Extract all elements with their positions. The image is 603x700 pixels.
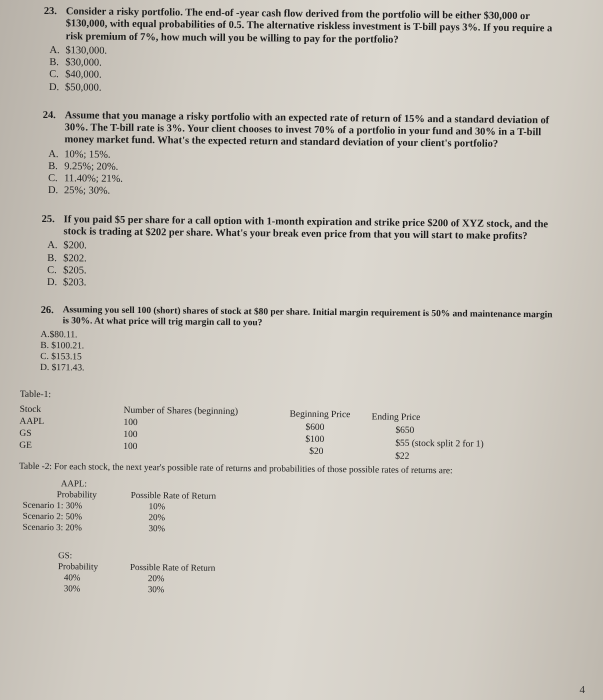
gs-col-probability: Probability <box>58 561 99 572</box>
option-b: B. $100.21. <box>40 340 85 352</box>
gs-col-return: Possible Rate of Return <box>130 561 216 573</box>
option-d: D. 25%; 30%. <box>47 185 111 198</box>
question-text: If you paid $5 per share for a call option with 1-month expiration and strike price $200 of XYZ stock, and the stock is trading at $202 per share. What's your break even price from that you will start to make profits? <box>63 213 549 243</box>
gs-cell: 30% <box>147 583 165 595</box>
table-1-cell: AAPL <box>19 416 45 427</box>
option-b: B. $30,000. <box>49 57 102 69</box>
aapl-cell: Scenario 2: 50% <box>22 510 83 522</box>
option-d: D. $171.43. <box>40 362 85 374</box>
gs-cell: 20% <box>147 572 165 584</box>
table-1-cell: $100 <box>305 434 325 445</box>
table-1-cell: GS <box>19 428 32 439</box>
aapl-cell: Scenario 1: 30% <box>22 499 83 511</box>
option-a: A. $130,000. <box>49 44 108 57</box>
option-a: A. $80.11. <box>40 329 78 340</box>
question-26 <box>41 305 561 333</box>
table-1-header: Ending Price <box>371 412 421 423</box>
option-a: A. $200. <box>47 240 87 252</box>
table-1-cell: GE <box>19 440 32 451</box>
question-24 <box>42 110 562 152</box>
gs-cell: 40% <box>63 572 81 583</box>
question-number: 23. <box>43 5 57 18</box>
table-1-cell: $650 <box>395 425 415 436</box>
table-1-cell: 100 <box>123 429 138 440</box>
aapl-col-probability: Probability <box>56 488 97 500</box>
question-number: 25. <box>41 213 55 225</box>
page-number: 4 <box>579 684 585 696</box>
table-1-header: Stock <box>19 404 42 415</box>
option-c: C. $205. <box>47 264 87 277</box>
question-24-options <box>48 149 562 203</box>
aapl-cell: 10% <box>148 500 166 512</box>
aapl-cell: Scenario 3: 20% <box>22 521 83 533</box>
table-2-aapl <box>22 478 559 543</box>
aapl-cell: 30% <box>148 522 166 534</box>
question-number: 24. <box>42 109 56 121</box>
question-text: Assuming you sell 100 (short) shares of stock at $80 per share. Initial margin requirement is 50% and maintenance margin is 30%. At what price will trig margin call to you? <box>62 305 553 329</box>
question-text: Assume that you manage a risky portfolio with an expected rate of return of 15% and a standard deviation of 30%. The T-bill rate is 3%. Your client chooses to invest 70% of a portfolio in your fund and 30% in a T-bill money market fund. What's the expected return and standard deviation of your client's portfolio? <box>64 110 550 151</box>
option-c: C. $40,000. <box>49 69 102 81</box>
table-1-title: Table-1: <box>19 389 52 400</box>
question-26-options <box>40 329 560 379</box>
option-a: A. 10%; 15%. <box>48 148 111 161</box>
table-1-cell: 100 <box>123 417 138 428</box>
table-1 <box>19 405 560 481</box>
table-2-gs <box>38 550 559 615</box>
question-25-options <box>47 240 561 294</box>
table-1-cell: $20 <box>309 446 324 457</box>
table-2-caption: Table -2: For each stock, the next year's possible rate of returns and probabilities of those possible rates of returns are: <box>19 460 453 476</box>
question-23 <box>44 6 564 48</box>
aapl-col-return: Possible Rate of Return <box>130 489 217 501</box>
question-text: Consider a risky portfolio. The end-of -year cash flow derived from the portfolio will be either $30,000 or $130,000, with equal probabilities of 0.5. The alternative riskless investment is T-bill pays 3%. If you require a risk premium of 7%, how much will you be willing to pay for the portfolio? <box>65 6 553 46</box>
table-1-header: Beginning Price <box>289 409 351 421</box>
question-number: 26. <box>40 305 54 317</box>
table-1-header: Number of Shares (beginning) <box>123 405 239 418</box>
option-c: C. $153.15 <box>40 351 82 363</box>
aapl-label: AAPL: <box>60 478 88 489</box>
question-25 <box>42 214 562 244</box>
worksheet <box>19 0 564 615</box>
table-1-cell: $600 <box>305 422 325 433</box>
option-d: D. $50,000. <box>49 81 102 94</box>
option-b: B. 9.25%; 20%. <box>48 160 119 173</box>
gs-label: GS: <box>58 550 73 561</box>
option-c: C. 11.40%; 21%. <box>48 173 123 186</box>
gs-cell: 30% <box>63 583 81 594</box>
option-b: B. $202. <box>47 252 87 264</box>
option-d: D. $203. <box>46 277 87 289</box>
table-1-cell: $22 <box>395 451 410 462</box>
table-1-cell: $55 (stock split 2 for 1) <box>395 438 484 450</box>
aapl-cell: 20% <box>148 511 166 523</box>
question-23-options <box>49 45 563 99</box>
table-1-cell: 100 <box>123 441 138 452</box>
